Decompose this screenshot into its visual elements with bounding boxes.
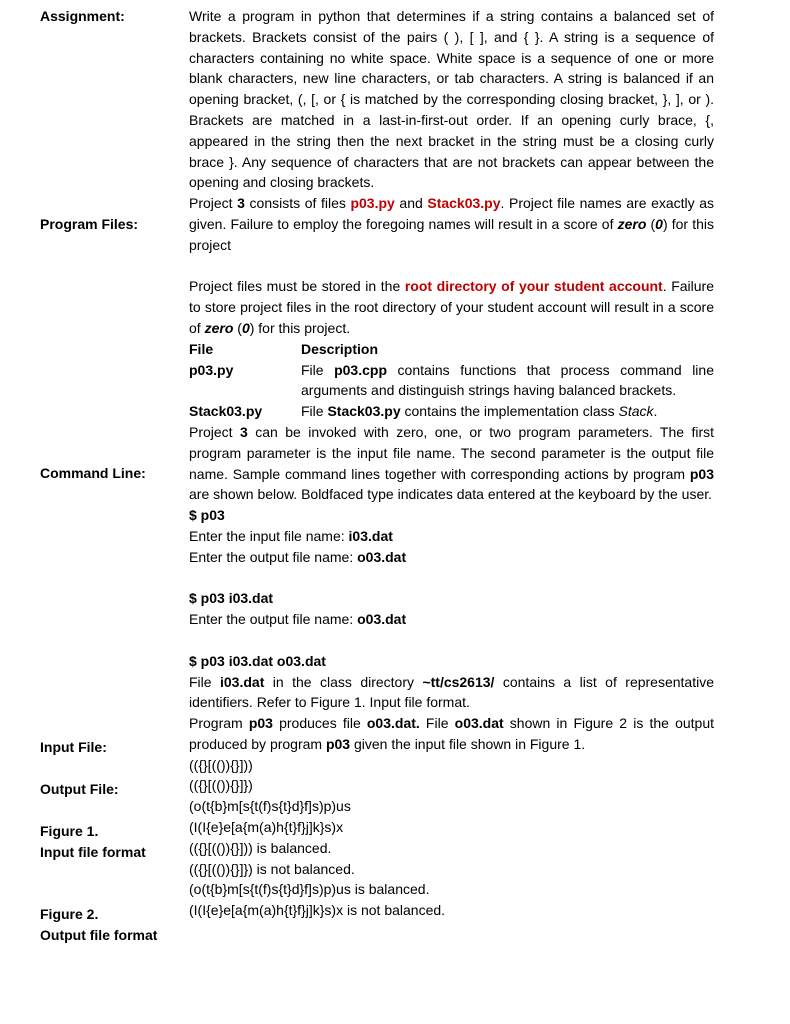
list-item: (o(t{b}m[s{t(f)s{t}d}f]s)p)us is balanced. — [189, 881, 430, 898]
list-item: (({}[(()){}])) is balanced. — [189, 839, 332, 856]
file-table — [189, 339, 714, 401]
example3-command: $ p03 i03.dat o03.dat — [189, 652, 326, 669]
figure2-content — [189, 838, 714, 921]
example1-prompt-output: Enter the output file name: o03.dat — [189, 548, 407, 565]
figure2-caption: Output file format — [40, 927, 158, 943]
stack03-row: Stack03.py File Stack03.py contains the implementation class Stack. — [189, 403, 658, 420]
file-column-header: File — [189, 340, 214, 357]
command-line-label: Command Line: — [40, 465, 146, 481]
list-item: (({}[(()){}]}) is not balanced. — [189, 860, 355, 877]
table-row-file: p03.py — [189, 361, 234, 378]
input-file-paragraph: File i03.dat in the class directory ~tt/cs2613/ contains a list of representative identifiers. Refer to Figure 1. Input file format. — [189, 673, 715, 711]
example1-prompt-input: Enter the input file name: i03.dat — [189, 527, 393, 544]
list-item: (I(I{e}e[a{m(a)h{t}f}j]k}s)x — [189, 819, 344, 836]
figure1-caption: Input file format — [40, 844, 146, 860]
figure1-label: Figure 1. — [40, 823, 99, 839]
figure2-label: Figure 2. — [40, 906, 99, 922]
content-column — [189, 6, 714, 921]
file-name-p03: p03.py — [350, 195, 395, 212]
figure1-content — [189, 755, 714, 838]
assignment-text: Write a program in python that determines if a string contains a balanced set of brackets. Brackets consist of the pairs ( ), [ ], and { }. A string is a sequence of characters containing no white space. White space is a sequence of one or more blank characters, new line characters, or tab characters. A string is balanced if an opening bracket, (, [, or { is matched by the corresponding closing bracket, }, ], or ). Brackets are matched in a last-in-first-out order. If an opening curly brace, {, appeared in the string then the next bracket in the string must be a closing curly brace }. Any sequence of characters that are not brackets can appear between the opening and closing brackets. — [189, 8, 714, 191]
command-line-paragraph: Project 3 can be invoked with zero, one, or two program parameters. The first program parameter is the input file name. The second parameter is the output file name. Sample command lines together with corresponding actions by program p03 are shown below. Boldfaced type indicates data entered at the keyboard by the user. — [189, 423, 714, 503]
list-item: (({}[(()){}]}) — [189, 777, 253, 794]
list-item: (({}[(()){}])) — [189, 756, 253, 773]
root-directory-paragraph: Project files must be stored in the root directory of your student account. Failure to store project files in the root directory of your student account will result in a score of zero (0) for this project. — [189, 278, 714, 336]
example2-command: $ p03 i03.dat — [189, 590, 274, 607]
list-item: (o(t{b}m[s{t(f)s{t}d}f]s)p)us — [189, 798, 351, 815]
file-name-stack03: Stack03.py — [427, 195, 501, 212]
description-column-header: Description — [301, 340, 379, 357]
program-files-paragraph: Project 3 consists of files p03.py and Stack03.py. Project file names are exactly as given. Failure to employ the foregoing names will result in a score of zero (0) for this project — [189, 195, 715, 253]
root-directory-emphasis: root directory of your student account — [404, 278, 663, 295]
assignment-label: Assignment: — [40, 8, 125, 24]
input-file-label: Input File: — [40, 739, 107, 755]
example2-prompt-output: Enter the output file name: o03.dat — [189, 611, 407, 628]
list-item: (I(I{e}e[a{m(a)h{t}f}j]k}s)x is not balanced. — [189, 902, 446, 919]
program-files-label: Program Files: — [40, 216, 139, 232]
table-row-description: File p03.cpp contains functions that process command line arguments and distinguish strings having balanced brackets. — [301, 361, 714, 399]
example1-command: $ p03 — [189, 507, 225, 524]
output-file-paragraph: Program p03 produces file o03.dat. File o03.dat shown in Figure 2 is the output produced by program p03 given the input file shown in Figure 1. — [189, 715, 714, 752]
output-file-label: Output File: — [40, 781, 119, 797]
